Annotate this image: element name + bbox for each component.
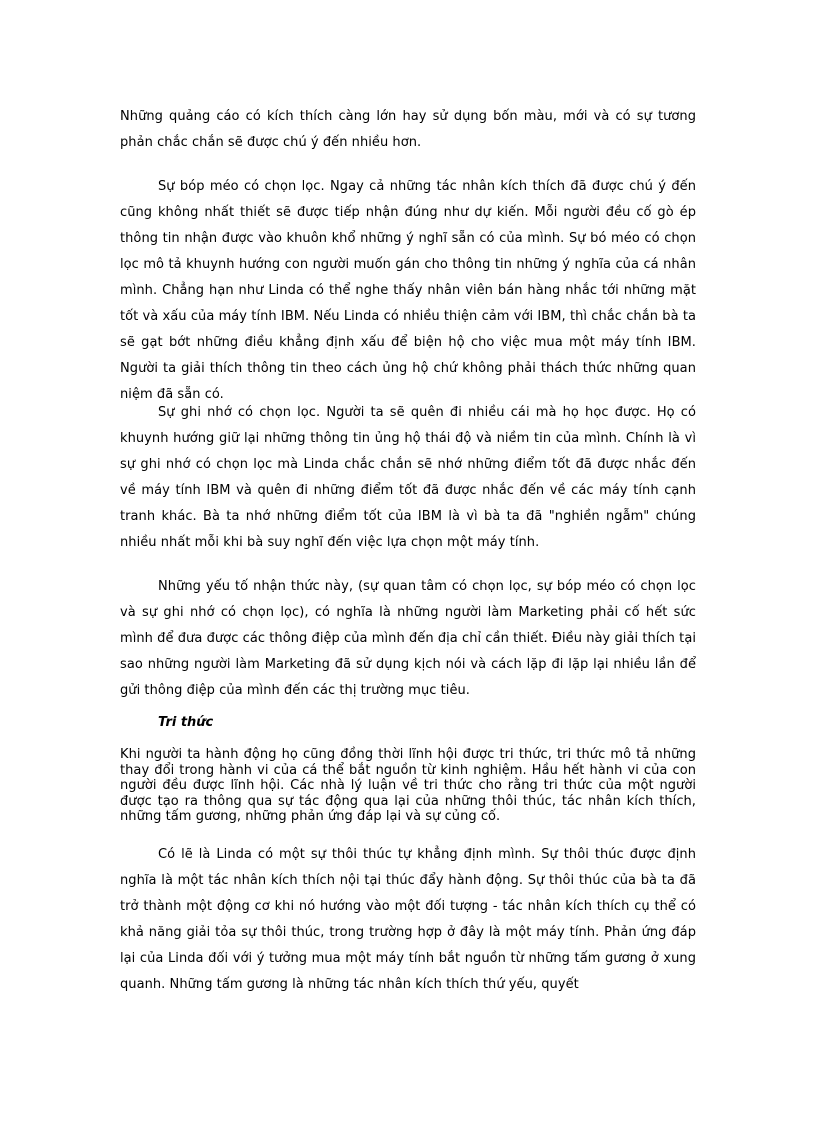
paragraph-selective-distortion: Sự bóp méo có chọn lọc. Ngay cả những tác nhân kích thích đã được chú ý đến cũng không nhất thiết sẽ được tiếp nhận đúng như dự kiến. Mỗi người đều cố gò ép thông tin nhận được vào khuôn khổ những ý nghĩ sẵn có của mình. Sự bó méo có chọn lọc mô tả khuynh hướng con người muốn gán cho thông tin những ý nghĩa của cá nhân mình. Chẳng hạn như Linda có thể nghe thấy nhân viên bán hàng nhắc tới những mặt tốt và xấu của máy tính IBM. Nếu Linda có nhiều thiện cảm với IBM, thì chắc chắn bà ta sẽ gạt bớt những điều khẳng định xấu để biện hộ cho việc mua một máy tính IBM. Người ta giải thích thông tin theo cách ủng hộ chứ không phải thách thức những quan niệm đã sẵn có. xyxy=(120,179,696,402)
section-heading-tri-thuc: Tri thức xyxy=(158,715,214,730)
paragraph-advertising-stimuli: Những quảng cáo có kích thích càng lớn hay sử dụng bốn màu, mới và có sự tương phản chắc chắn sẽ được chú ý đến nhiều hơn. xyxy=(120,109,696,150)
paragraph-drive-motivation: Có lẽ là Linda có một sự thôi thúc tự khẳng định mình. Sự thôi thúc được định nghĩa là một tác nhân kích thích nội tại thúc đẩy hành động. Sự thôi thúc của bà ta đã trở thành một động cơ khi nó hướng vào một đối tượng - tác nhân kích thích cụ thể có khả năng giải tỏa sự thôi thúc, trong trường hợp ở đây là một máy tính. Phản ứng đáp lại của Linda đối với ý tưởng mua một máy tính bắt nguồn từ những tấm gương ở xung quanh. Những tấm gương là những tác nhân kích thích thứ yếu, quyết xyxy=(120,847,696,992)
paragraph-learning-definition: Khi người ta hành động họ cũng đồng thời lĩnh hội được tri thức, tri thức mô tả những thay đổi trong hành vi của cá thể bắt nguồn từ kinh nghiệm. Hầu hết hành vi của con người đều được lĩnh hội. Các nhà lý luận về tri thức cho rằng tri thức của một người được tạo ra thông qua sự tác động qua lại của những thôi thúc, tác nhân kích thích, những tấm gương, những phản ứng đáp lại và sự củng cố. xyxy=(120,747,696,824)
paragraph-selective-retention: Sự ghi nhớ có chọn lọc. Người ta sẽ quên đi nhiều cái mà họ học được. Họ có khuynh hướng giữ lại những thông tin ủng hộ thái độ và niềm tin của mình. Chính là vì sự ghi nhớ có chọn lọc mà Linda chắc chắn sẽ nhớ những điểm tốt đã được nhắc đến về máy tính IBM và quên đi những điểm tốt đã được nhắc đến về các máy tính cạnh tranh khác. Bà ta nhớ những điểm tốt của IBM là vì bà ta đã "nghiền ngẫm" chúng nhiều nhất mỗi khi bà suy nghĩ đến việc lựa chọn một máy tính. xyxy=(120,405,696,550)
paragraph-perception-factors: Những yếu tố nhận thức này, (sự quan tâm có chọn lọc, sự bóp méo có chọn lọc và sự ghi nhớ có chọn lọc), có nghĩa là những người làm Marketing phải cố hết sức mình để đưa được các thông điệp của mình đến địa chỉ cần thiết. Điều này giải thích tại sao những người làm Marketing đã sử dụng kịch nói và cách lặp đi lặp lại nhiều lần để gửi thông điệp của mình đến các thị trường mục tiêu. xyxy=(120,579,696,698)
